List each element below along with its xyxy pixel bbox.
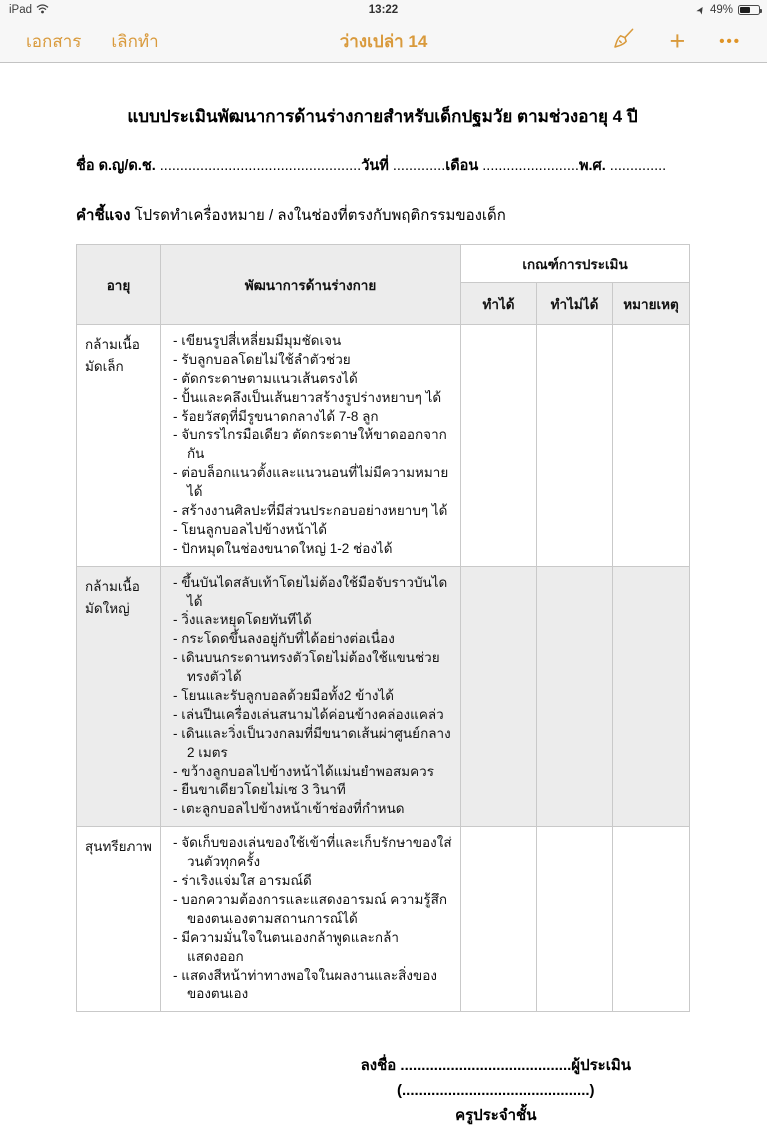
checklist-item: - ตัดกระดาษตามแนวเส้นตรงได้ (173, 370, 358, 386)
table-row-gross-motor (77, 566, 690, 827)
instruction-line (76, 203, 689, 227)
document-title-label: ว่างเปล่า 14 (339, 31, 428, 51)
add-button[interactable]: + (669, 26, 686, 56)
date-dots: ............. (388, 158, 446, 174)
year-label: พ.ศ. (578, 158, 606, 174)
sign-paren-line: (.............................................) (397, 1082, 595, 1100)
table-row-aesthetics (77, 827, 690, 1012)
checklist-item: - โยนและรับลูกบอลด้วยมือทั้ง2 ข้างได้ (173, 688, 395, 704)
header-criteria-group: เกณฑ์การประเมิน (461, 245, 690, 283)
battery-fill (740, 7, 750, 13)
name-date-line (76, 154, 689, 177)
sign-line: ลงชื่อ .........................................ผู้ประเมิน (360, 1057, 631, 1075)
checklist-item: - โยนลูกบอลไปข้างหน้าได้ (173, 521, 328, 537)
instruction-text: โปรดทำเครื่องหมาย / ลงในช่องที่ตรงกับพฤติกรรมของเด็ก (130, 207, 506, 224)
assessment-table (76, 244, 690, 1012)
instruction-label: คำชี้แจง (76, 207, 131, 224)
clock: 13:22 (368, 4, 399, 16)
checklist-item: - ร่าเริงแจ่มใส อารมณ์ดี (173, 873, 312, 889)
header-cannot-do: ทำไม่ได้ (537, 283, 613, 325)
checklist-item: - กระโดดขึ้นลงอยู่กับที่ได้อย่างต่อเนื่อง (173, 631, 395, 647)
age-cell: สุนทรียภาพ (77, 827, 161, 1012)
age-cell: กล้ามเนื้อมัดเล็ก (77, 325, 161, 567)
checklist-item: - ยืนขาเดียวโดยไม่เซ 3 วินาที (173, 782, 346, 798)
checklist-item: - ขว้างลูกบอลไปข้างหน้าได้แม่นยำพอสมควร (173, 763, 434, 779)
signature-block (361, 1054, 631, 1128)
checklist-item: - เล่นปีนเครื่องเล่นสนามได้ค่อนข้างคล่องแคล่ว (173, 706, 444, 722)
checklist-item: - มีความมั่นใจในตนเองกล้าพูดและกล้าแสดงออก (173, 929, 399, 964)
can-do-cell[interactable] (461, 827, 537, 1012)
undo-button[interactable]: เลิกทำ (111, 31, 159, 51)
remark-cell[interactable] (613, 325, 690, 567)
format-brush-button[interactable] (610, 26, 635, 56)
checklist-item: - แสดงสีหน้าท่าทางพอใจในผลงานและสิ่งของของตนเอง (173, 967, 437, 1002)
status-bar (0, 0, 767, 20)
cannot-do-cell[interactable] (537, 827, 613, 1012)
toolbar (0, 20, 767, 63)
checklist-item: - เขียนรูปสี่เหลี่ยมมีมุมชัดเจน (173, 333, 342, 348)
checklist-item: - เดินและวิ่งเป็นวงกลมที่มีขนาดเส้นผ่าศูนย์กลาง 2 เมตร (173, 725, 451, 760)
battery-icon (738, 5, 760, 15)
header-remark: หมายเหตุ (613, 283, 690, 325)
more-options-button[interactable]: ••• (719, 32, 741, 50)
development-cell (161, 827, 461, 1012)
checklist-item: - บอกความต้องการและแสดงอารมณ์ ความรู้สึกของตนเองตามสถานการณ์ได้ (173, 891, 448, 926)
battery-nub (760, 9, 762, 13)
cannot-do-cell[interactable] (537, 566, 613, 827)
month-label: เดือน (445, 158, 479, 174)
development-cell (161, 566, 461, 827)
documents-button[interactable]: เอกสาร (26, 31, 82, 51)
name-dots: .................................................. (155, 158, 362, 174)
month-dots: ........................ (478, 158, 579, 174)
table-row-fine-motor (77, 325, 690, 567)
header-can-do: ทำได้ (461, 283, 537, 325)
checklist-item: - วิ่งและหยุดโดยทันทีได้ (173, 612, 312, 628)
battery-percent-label: 49% (709, 4, 733, 16)
age-cell: กล้ามเนื้อมัดใหญ่ (77, 566, 161, 827)
remark-cell[interactable] (613, 827, 690, 1012)
checklist-item: - สร้างงานศิลปะที่มีส่วนประกอบอย่างหยาบๆ ได้ (173, 503, 448, 519)
can-do-cell[interactable] (461, 325, 537, 567)
development-cell (161, 325, 461, 567)
checklist-item: - ต่อบล็อกแนวตั้งและแนวนอนที่ไม่มีความหมายได้ (173, 465, 449, 500)
can-do-cell[interactable] (461, 566, 537, 827)
name-label: ชื่อ ด.ญ/ด.ช. (76, 158, 156, 174)
form-title: แบบประเมินพัฒนาการด้านร่างกายสำหรับเด็กปฐมวัย ตามช่วงอายุ 4 ปี (127, 107, 638, 126)
header-development: พัฒนาการด้านร่างกาย (161, 245, 461, 325)
checklist-item: - เดินบนกระดานทรงตัวโดยไม่ต้องใช้แขนช่วยทรงตัวได้ (173, 650, 440, 685)
date-label: วันที่ (361, 158, 389, 174)
remark-cell[interactable] (613, 566, 690, 827)
checklist-item: - รับลูกบอลโดยไม่ใช้ลำตัวช่วย (173, 351, 351, 367)
header-age: อายุ (77, 245, 161, 325)
checklist-item: - ร้อยวัสดุที่มีรูขนาดกลางได้ 7-8 ลูก (173, 408, 379, 424)
document-canvas[interactable] (0, 63, 767, 1129)
device-label: iPad (9, 4, 33, 16)
checklist-item: - ขึ้นบันไดสลับเท้าโดยไม่ต้องใช้มือจับราวบันไดได้ (173, 574, 448, 609)
year-dots: .............. (605, 158, 667, 174)
sign-role-line: ครูประจำชั้น (455, 1106, 537, 1124)
checklist-item: - จัดเก็บของเล่นของใช้เข้าที่และเก็บรักษาของใส่วนตัวทุกครั้ง (173, 835, 452, 870)
location-arrow-icon: ➤ (693, 3, 708, 17)
checklist-item: - จับกรรไกรมือเดียว ตัดกระดาษให้ขาดออกจากกัน (173, 427, 447, 462)
checklist-item: - ปักหมุดในช่องขนาดใหญ่ 1-2 ช่องได้ (173, 540, 393, 556)
checklist-item: - ปั้นและคลึงเป็นเส้นยาวสร้างรูปร่างหยาบๆ ได้ (173, 389, 442, 405)
cannot-do-cell[interactable] (537, 325, 613, 567)
checklist-item: - เตะลูกบอลไปข้างหน้าเข้าช่องที่กำหนด (173, 801, 405, 817)
